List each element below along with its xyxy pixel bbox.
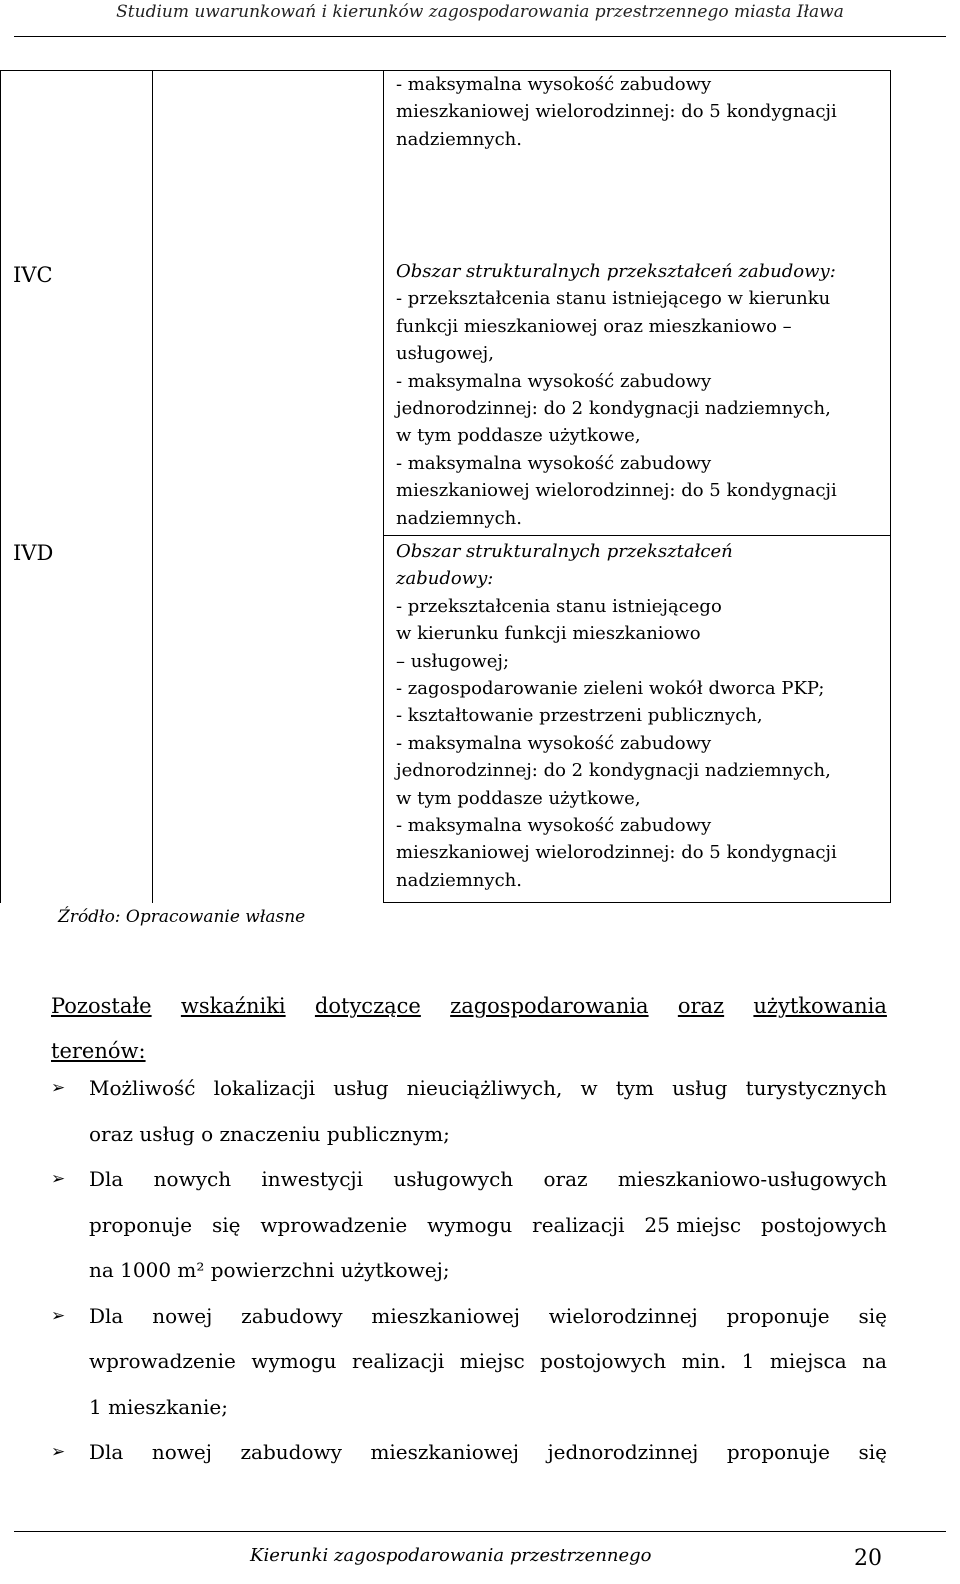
zone-text-line: - maksymalna wysokość zabudowy bbox=[396, 370, 712, 392]
heading-word: Pozostałe bbox=[51, 994, 152, 1018]
zone-text-line: – usługowej; bbox=[396, 650, 510, 672]
list-item-text: oraz bbox=[543, 1167, 588, 1191]
running-header bbox=[14, 0, 946, 37]
table-border-code bbox=[152, 70, 153, 903]
list-item-text: realizacji bbox=[532, 1212, 625, 1237]
list-item-text: proponuje bbox=[726, 1303, 830, 1328]
indicator-list bbox=[51, 1066, 887, 1476]
row-divider-ivd bbox=[384, 535, 891, 536]
source-note: Źródło: Opracowanie własne bbox=[58, 907, 306, 927]
zone-text-line: nadziemnych. bbox=[396, 869, 522, 891]
list-item-text: Dla bbox=[89, 1440, 124, 1464]
zone-code-ivc: IVC bbox=[13, 263, 53, 287]
list-item-text: usługowych bbox=[393, 1167, 514, 1191]
list-item-text: mieszkaniowej bbox=[371, 1303, 520, 1328]
section-heading bbox=[51, 984, 887, 1074]
list-item-text: mieszkaniowej bbox=[370, 1440, 519, 1464]
list-item-text: na 1000 m² powierzchni użytkowej; bbox=[89, 1258, 450, 1282]
list-item-text: nowej bbox=[151, 1440, 212, 1464]
list-item-text: Dla bbox=[89, 1303, 124, 1328]
list-item-text: zabudowy bbox=[241, 1303, 343, 1328]
zone-text-line: mieszkaniowej wielorodzinnej: do 5 kondygnacji bbox=[396, 480, 837, 502]
list-item-text: 1 mieszkanie; bbox=[89, 1394, 228, 1419]
list-item-text: proponuje bbox=[726, 1440, 830, 1464]
list-item-line bbox=[89, 1112, 887, 1158]
zone-title-line: zabudowy: bbox=[396, 568, 494, 590]
zone-text-line: - zagospodarowanie zieleni wokół dworca PKP; bbox=[396, 678, 825, 700]
list-item-text: jednorodzinnej bbox=[547, 1440, 699, 1464]
zone-text-line: w tym poddasze użytkowe, bbox=[396, 425, 641, 447]
list-item-text: 1 bbox=[741, 1349, 755, 1373]
heading-word: wskaźniki bbox=[180, 994, 286, 1018]
zone-text-line: mieszkaniowej wielorodzinnej: do 5 kondygnacji bbox=[396, 101, 837, 123]
section-heading-line: terenów: bbox=[51, 1039, 146, 1063]
list-item-text: Dla bbox=[89, 1167, 124, 1191]
list-item-text: 25 miejsc bbox=[644, 1212, 742, 1237]
list-item-text: usług bbox=[333, 1076, 389, 1100]
list-item-line bbox=[89, 1385, 887, 1431]
zone-title-line: Obszar strukturalnych przekształceń bbox=[396, 541, 733, 562]
zone-text-line: - przekształcenia stanu istniejącego w kierunku bbox=[396, 288, 831, 310]
list-item-text: się bbox=[858, 1440, 887, 1464]
footer-text: Kierunki zagospodarowania przestrzennego bbox=[250, 1545, 652, 1566]
zone-description bbox=[396, 258, 896, 532]
list-item-line bbox=[89, 1339, 887, 1385]
list-item-text: proponuje bbox=[89, 1212, 193, 1237]
header-title: Studium uwarunkowań i kierunków zagospodarowania przestrzennego miasta Iława bbox=[116, 2, 844, 22]
list-item-text: w bbox=[580, 1076, 598, 1100]
list-item-text: nowej bbox=[152, 1303, 213, 1328]
arrowhead-bullet-icon: ➢ bbox=[51, 1169, 66, 1189]
zone-text-line: - maksymalna wysokość zabudowy bbox=[396, 815, 712, 837]
zone-title-line: Obszar strukturalnych przekształceń zabudowy: bbox=[396, 261, 836, 282]
footer-rule bbox=[14, 1531, 946, 1532]
list-item-text: postojowych bbox=[761, 1212, 887, 1237]
list-item-text: miejsc bbox=[459, 1349, 525, 1373]
zone-text-line: w tym poddasze użytkowe, bbox=[396, 787, 641, 809]
list-item-text: się bbox=[858, 1303, 887, 1328]
heading-word: zagospodarowania bbox=[450, 994, 649, 1018]
list-item-text: inwestycji bbox=[261, 1167, 364, 1191]
list-item-text: min. bbox=[681, 1349, 727, 1373]
list-item-text: lokalizacji bbox=[213, 1076, 316, 1100]
zone-text-line: - maksymalna wysokość zabudowy bbox=[396, 732, 712, 754]
list-item bbox=[51, 1294, 887, 1431]
list-item-line bbox=[89, 1248, 887, 1294]
list-item bbox=[51, 1066, 887, 1157]
list-item-text: postojowych bbox=[540, 1349, 667, 1373]
list-item-text: Możliwość bbox=[89, 1076, 196, 1100]
list-item-text: nieuciążliwych, bbox=[406, 1076, 563, 1100]
list-item-text: miejsca bbox=[769, 1349, 847, 1373]
list-item-text: oraz usług o znaczeniu publicznym; bbox=[89, 1121, 450, 1146]
list-item-text: wprowadzenie bbox=[89, 1349, 236, 1373]
zone-text-line: jednorodzinnej: do 2 kondygnacji nadziemnych, bbox=[396, 398, 831, 420]
list-item-text: wymogu bbox=[427, 1212, 513, 1237]
list-item bbox=[51, 1430, 887, 1476]
list-item-line bbox=[89, 1203, 887, 1249]
zone-text-line: nadziemnych. bbox=[396, 128, 522, 150]
zone-description bbox=[396, 71, 896, 153]
page-number: 20 bbox=[854, 1546, 882, 1571]
zone-text-line: funkcji mieszkaniowej oraz mieszkaniowo – bbox=[396, 315, 792, 337]
zone-text-line: mieszkaniowej wielorodzinnej: do 5 kondygnacji bbox=[396, 842, 837, 864]
list-item-text: się bbox=[211, 1212, 241, 1237]
zone-text-line: - maksymalna wysokość zabudowy bbox=[396, 74, 712, 95]
arrowhead-bullet-icon: ➢ bbox=[51, 1305, 66, 1326]
zone-text-line: jednorodzinnej: do 2 kondygnacji nadziemnych, bbox=[396, 760, 831, 782]
zone-code-ivd: IVD bbox=[13, 541, 54, 565]
list-item-text: realizacji bbox=[351, 1349, 445, 1373]
list-item-text: usług bbox=[672, 1076, 728, 1100]
heading-word: użytkowania bbox=[753, 994, 887, 1018]
zone-text-line: - maksymalna wysokość zabudowy bbox=[396, 452, 712, 474]
list-item-line bbox=[89, 1066, 887, 1112]
table-border-left bbox=[0, 70, 1, 903]
list-item-text: zabudowy bbox=[240, 1440, 342, 1464]
list-item-text: wprowadzenie bbox=[260, 1212, 408, 1237]
list-item-text: nowych bbox=[153, 1167, 232, 1191]
list-item bbox=[51, 1157, 887, 1294]
list-item-line bbox=[89, 1157, 887, 1203]
table-border-bottom bbox=[384, 902, 891, 903]
zone-text-line: usługowej, bbox=[396, 343, 494, 365]
section-heading-line bbox=[51, 984, 887, 1029]
zone-description bbox=[396, 538, 896, 894]
zone-text-line: w kierunku funkcji mieszkaniowo bbox=[396, 623, 701, 645]
zone-text-line: nadziemnych. bbox=[396, 507, 522, 529]
list-item-text: turystycznych bbox=[745, 1076, 887, 1100]
zone-text-line: - kształtowanie przestrzeni publicznych, bbox=[396, 705, 763, 727]
list-item-text: mieszkaniowo-usługowych bbox=[617, 1167, 887, 1191]
list-item-text: na bbox=[862, 1349, 887, 1373]
arrowhead-bullet-icon: ➢ bbox=[51, 1078, 66, 1098]
heading-word: dotyczące bbox=[314, 994, 421, 1018]
zone-text-line: - przekształcenia stanu istniejącego bbox=[396, 595, 722, 617]
list-item-text: wymogu bbox=[251, 1349, 337, 1373]
heading-word: oraz bbox=[677, 994, 725, 1018]
list-item-text: tym bbox=[615, 1076, 655, 1100]
list-item-line bbox=[89, 1294, 887, 1340]
list-item-text: wielorodzinnej bbox=[548, 1303, 698, 1328]
table-border-mid bbox=[383, 70, 384, 903]
list-item-line bbox=[89, 1430, 887, 1476]
arrowhead-bullet-icon: ➢ bbox=[51, 1442, 66, 1462]
